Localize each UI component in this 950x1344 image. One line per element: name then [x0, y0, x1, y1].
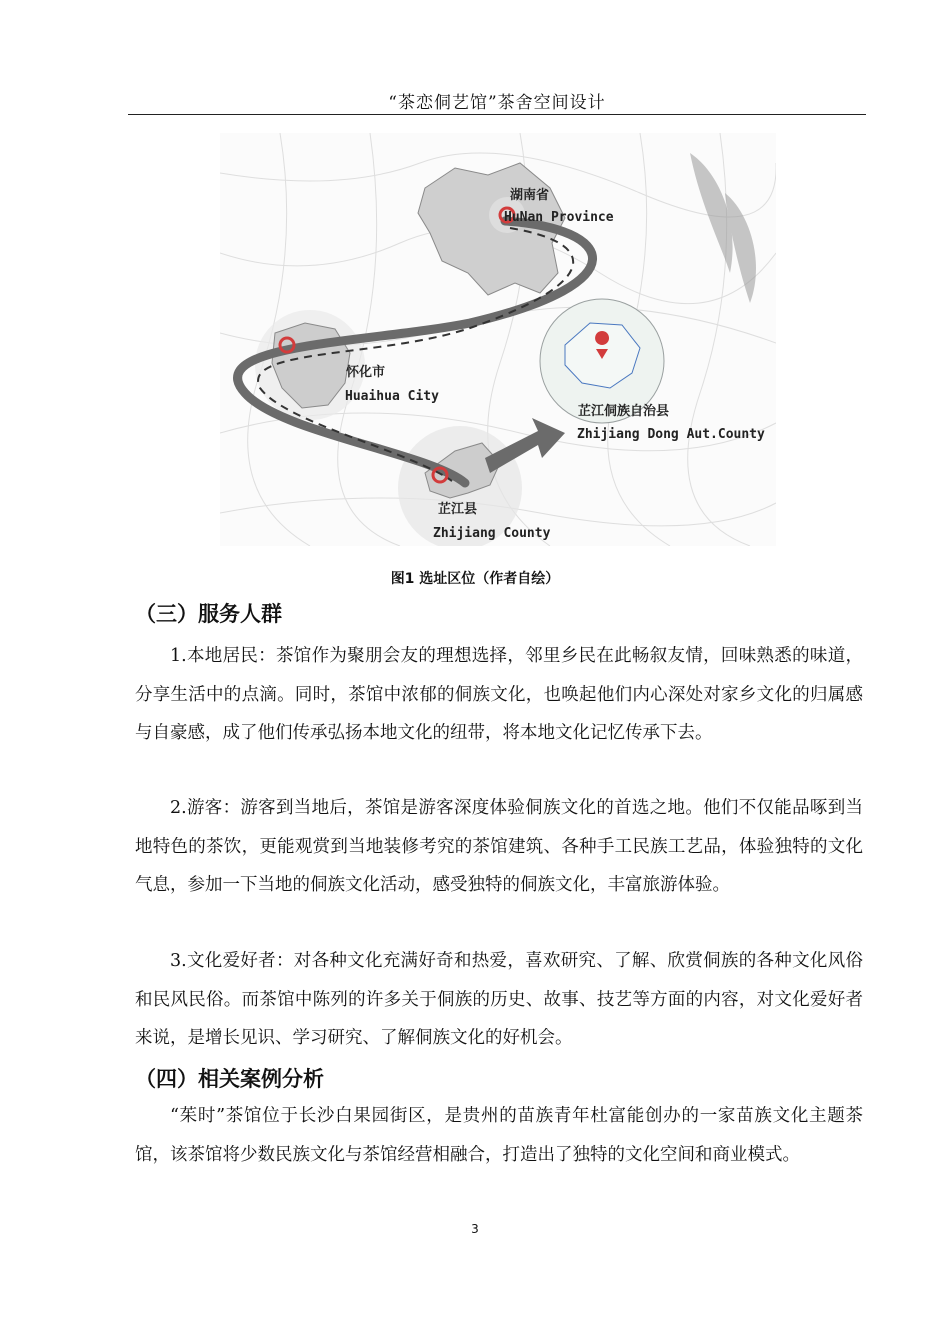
- figure-caption: 图1 选址区位（作者自绘）: [390, 571, 560, 587]
- label-zhijiang-dong-cn: 芷江侗族自治县: [578, 404, 670, 419]
- label-huaihua-cn: 怀化市: [346, 365, 386, 380]
- label-hunan-en: HuNan Province: [504, 210, 614, 225]
- location-map: [220, 133, 776, 546]
- section-heading-case-analysis: （四）相关案例分析: [135, 1067, 324, 1091]
- label-zhijiang-en: Zhijiang County: [433, 526, 551, 541]
- label-huaihua-en: Huaihua City: [345, 389, 439, 404]
- paragraph-case-intro: “茱时”茶馆位于长沙白果园街区，是贵州的苗族青年杜富能创办的一家苗族文化主题茶馆，该茶馆将少数民族文化与茶馆经营相融合，打造出了独特的文化空间和商业模式。: [135, 1106, 863, 1165]
- label-zhijiang-dong-en: Zhijiang Dong Aut.County: [577, 427, 765, 442]
- section-heading-service-groups: （三）服务人群: [135, 602, 282, 626]
- page-number: 3: [471, 1222, 479, 1236]
- paragraph-tourists: 2.游客：游客到当地后，茶馆是游客深度体验侗族文化的首选之地。他们不仅能品啄到当地特色的茶饮，更能观赏到当地装修考究的茶馆建筑、各种手工民族工艺品，体验独特的文化气息，参加一下当地的侗族文化活动，感受独特的侗族文化，丰富旅游体验。: [135, 798, 863, 895]
- label-hunan-cn: 湖南省: [510, 188, 550, 203]
- label-zhijiang-cn: 芷江县: [438, 502, 478, 517]
- header-rule: [128, 114, 866, 115]
- paragraph-culture-lovers: 3.文化爱好者：对各种文化充满好奇和热爱，喜欢研究、了解、欣赏侗族的各种文化风俗和民风民俗。而茶馆中陈列的许多关于侗族的历史、故事、技艺等方面的内容，对文化爱好者来说，是增长见识、学习研究、了解侗族文化的好机会。: [135, 951, 863, 1048]
- running-header-title: “茶恋侗艺馆”茶舍空间设计: [388, 93, 606, 113]
- location-map-figure: [220, 133, 776, 546]
- paragraph-local-residents: 1.本地居民：茶馆作为聚朋会友的理想选择，邻里乡民在此畅叙友情，回味熟悉的味道，分享生活中的点滴。同时，茶馆中浓郁的侗族文化，也唤起他们内心深处对家乡文化的归属感与自豪感，成了他们传承弘扬本地文化的纽带，将本地文化记忆传承下去。: [135, 646, 863, 743]
